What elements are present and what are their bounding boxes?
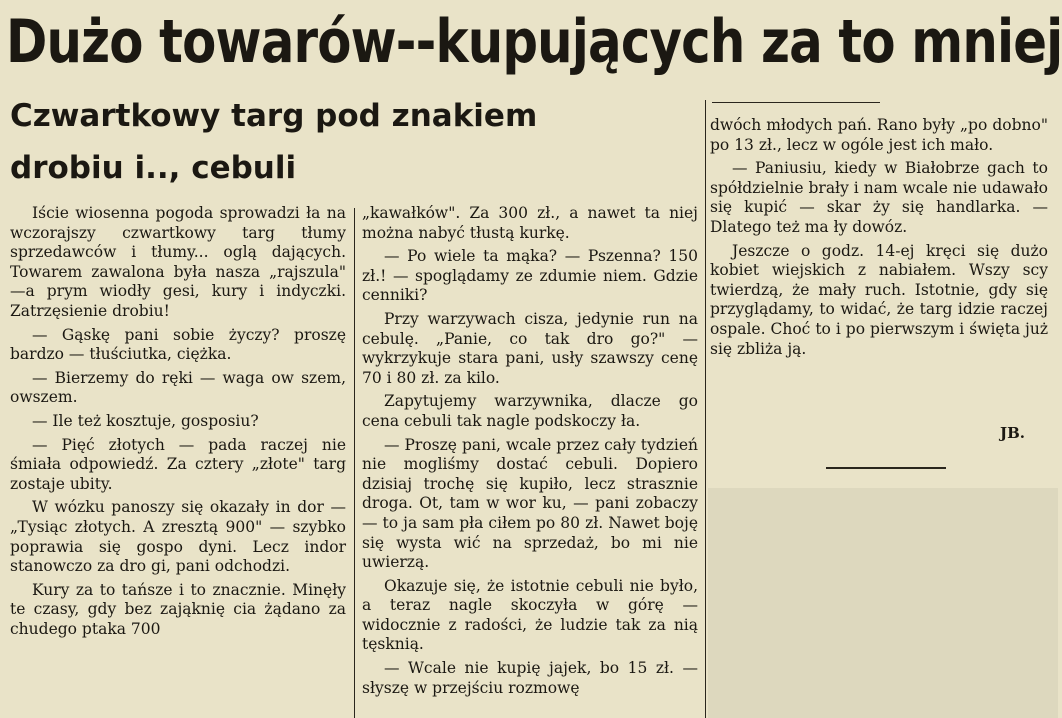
column-top-rule	[712, 102, 880, 103]
headline: Dużo towarów--kupujących za to mniej	[6, 7, 1062, 77]
paragraph: Przy warzywach cisza, jedynie run na cebulę. „Panie, co tak dro go?" — wykrzykuje stara pani, usły szawszy cenę 70 i 80 zł. za kilo.	[362, 309, 698, 387]
paragraph: — Gąskę pani sobie życzy? proszę bardzo — tłuściutka, ciężka.	[10, 325, 346, 364]
column-divider	[354, 208, 355, 718]
paragraph: — Wcale nie kupię jajek, bo 15 zł. — słyszę w przejściu rozmowę	[362, 659, 698, 697]
paragraph: Kury za to tańsze i to znacznie. Minęły te czasy, gdy bez zająknię cia żądano za chudego ptaka 700	[10, 580, 346, 638]
paragraph: — Pięć złotych — pada raczej nie śmiała odpowiedź. Za cztery „złote" targ zostaje ubity.	[10, 435, 346, 493]
paragraph: — Proszę pani, wcale przez cały tydzień nie mogliśmy dostać cebuli. Dopiero dzisiaj trochę się kupiło, lecz strasznie droga. Ot, tam w wor ku, — pani zobaczy — to ja sam pła ciłem po 80 zł. Nawet boję się wysta wić na sprzedaż, bo mi nie uwierzą.	[362, 435, 698, 572]
subheadline-line-2: drobiu i.., cebuli	[10, 150, 297, 186]
paragraph: W wózku panoszy się okazały in dor — „Tysiąc złotych. A zresztą 900" — szybko poprawia się gospo dyni. Lecz indor stanowczo za dro gi, pani odchodzi.	[10, 498, 346, 576]
paragraph: — Ile też kosztuje, gosposiu?	[32, 411, 259, 430]
paragraph: Okazuje się, że istotnie cebuli nie było, a teraz nagle skoczyła w górę — widocznie z radości, że ludzie tak za nią tęsknią.	[362, 576, 698, 654]
paragraph: — Paniusiu, kiedy w Białobrze gach to spółdzielnie brały i nam wcale nie udawało się kupić — skar ży się handlarka. — Dlatego też ma ły dowóz.	[710, 159, 1048, 236]
article-column-2	[362, 204, 698, 716]
paragraph: — Po wiele ta mąka? — Pszenna? 150 zł.! — spoglądamy ze zdumie niem. Gdzie cenniki?	[362, 247, 698, 305]
paragraph: dwóch młodych pań. Rano były „po dobno" po 13 zł., lecz w ogóle jest ich mało.	[710, 116, 1048, 154]
article-column-1	[10, 204, 346, 716]
article-column-3	[710, 116, 1048, 366]
paragraph: Jeszcze o godz. 14-ej kręci się dużo kobiet wiejskich z nabiałem. Wszy scy twierdzą, że mały ruch. Istotnie, gdy się przyglądamy, to widać, że targ idzie raczej ospale. Choć to i po pierwszym i święta już się zbliża ją.	[710, 241, 1048, 358]
column-divider	[705, 100, 706, 718]
paragraph: Zapytujemy warzywnika, dlacze go cena cebuli tak nagle podskoczy ła.	[362, 392, 698, 430]
author-signature: JB.	[1000, 424, 1025, 442]
paragraph: — Bierzemy do ręki — waga ow szem, owszem.	[10, 368, 346, 407]
subheadline-line-1: Czwartkowy targ pod znakiem	[10, 98, 538, 134]
paragraph: Iście wiosenna pogoda sprowadzi ła na wczorajszy czwartkowy targ tłumy sprzedawców i tłumy... oglą dających. Towarem zawalona była nasza „rajszula" —a prym wiodły gesi, kury i indyczki. Zatrzęsienie drobiu!	[10, 204, 346, 320]
paragraph: „kawałków". Za 300 zł., a nawet ta niej można nabyć tłustą kurkę.	[362, 204, 698, 242]
blank-area	[708, 488, 1058, 718]
end-rule	[826, 467, 946, 469]
